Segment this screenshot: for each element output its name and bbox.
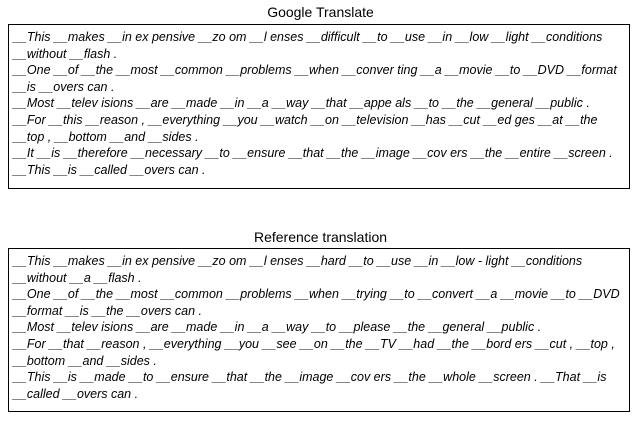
text-line: __It __is __therefore __necessary __to __ensure __that __the __image __cov ers __the __entire __screen . xyxy=(13,146,613,161)
text-line: __This __makes __in ex pensive __zo om __l enses __hard __to __use __in __low - light __conditions xyxy=(13,254,583,268)
text-line: __For __this __reason , __everything __you __watch __on __television __has __cut __ed ges __at __the xyxy=(13,112,598,127)
text-line: __bottom __and __sides . xyxy=(13,353,157,368)
reference-translation-title: Reference translation xyxy=(253,229,388,245)
text-line: __Most __telev isions __are __made __in __a __way __to __please __the __general __public . xyxy=(13,320,542,335)
reference-translation-text-box xyxy=(8,248,630,412)
text-line: __One __of __the __most __common __problems __when __conver ting __a __movie __to __DVD __format xyxy=(13,63,617,78)
text-line: __format __is __the __overs can . xyxy=(13,303,203,318)
google-translate-text-box xyxy=(8,24,630,189)
text-line: __without __flash . xyxy=(13,46,118,61)
text-line: __One __of __the __most __common __problems __when __trying __to __convert __a __movie __to __DVD xyxy=(13,287,620,302)
text-line: __This __makes __in ex pensive __zo om __l enses __difficult __to __use __in __low __light __conditions xyxy=(13,30,603,44)
google-translate-title: Google Translate xyxy=(267,4,374,20)
text-line: __top , __bottom __and __sides . xyxy=(13,129,199,144)
text-line: __This __is __called __overs can . xyxy=(13,162,206,177)
text-line: __Most __telev isions __are __made __in __a __way __that __appe als __to __the __general __public . xyxy=(13,96,590,111)
text-line: __called __overs can . xyxy=(13,386,139,401)
text-line: __For __that __reason , __everything __you __see __on __the __TV __had __the __bord ers __cut , __top , xyxy=(13,336,615,351)
text-line: __is __overs can . xyxy=(13,79,115,94)
text-line: __This __is __made __to __ensure __that __the __image __cov ers __the __whole __screen . __That __is xyxy=(13,370,607,385)
text-line: __without __a __flash . xyxy=(13,270,142,285)
